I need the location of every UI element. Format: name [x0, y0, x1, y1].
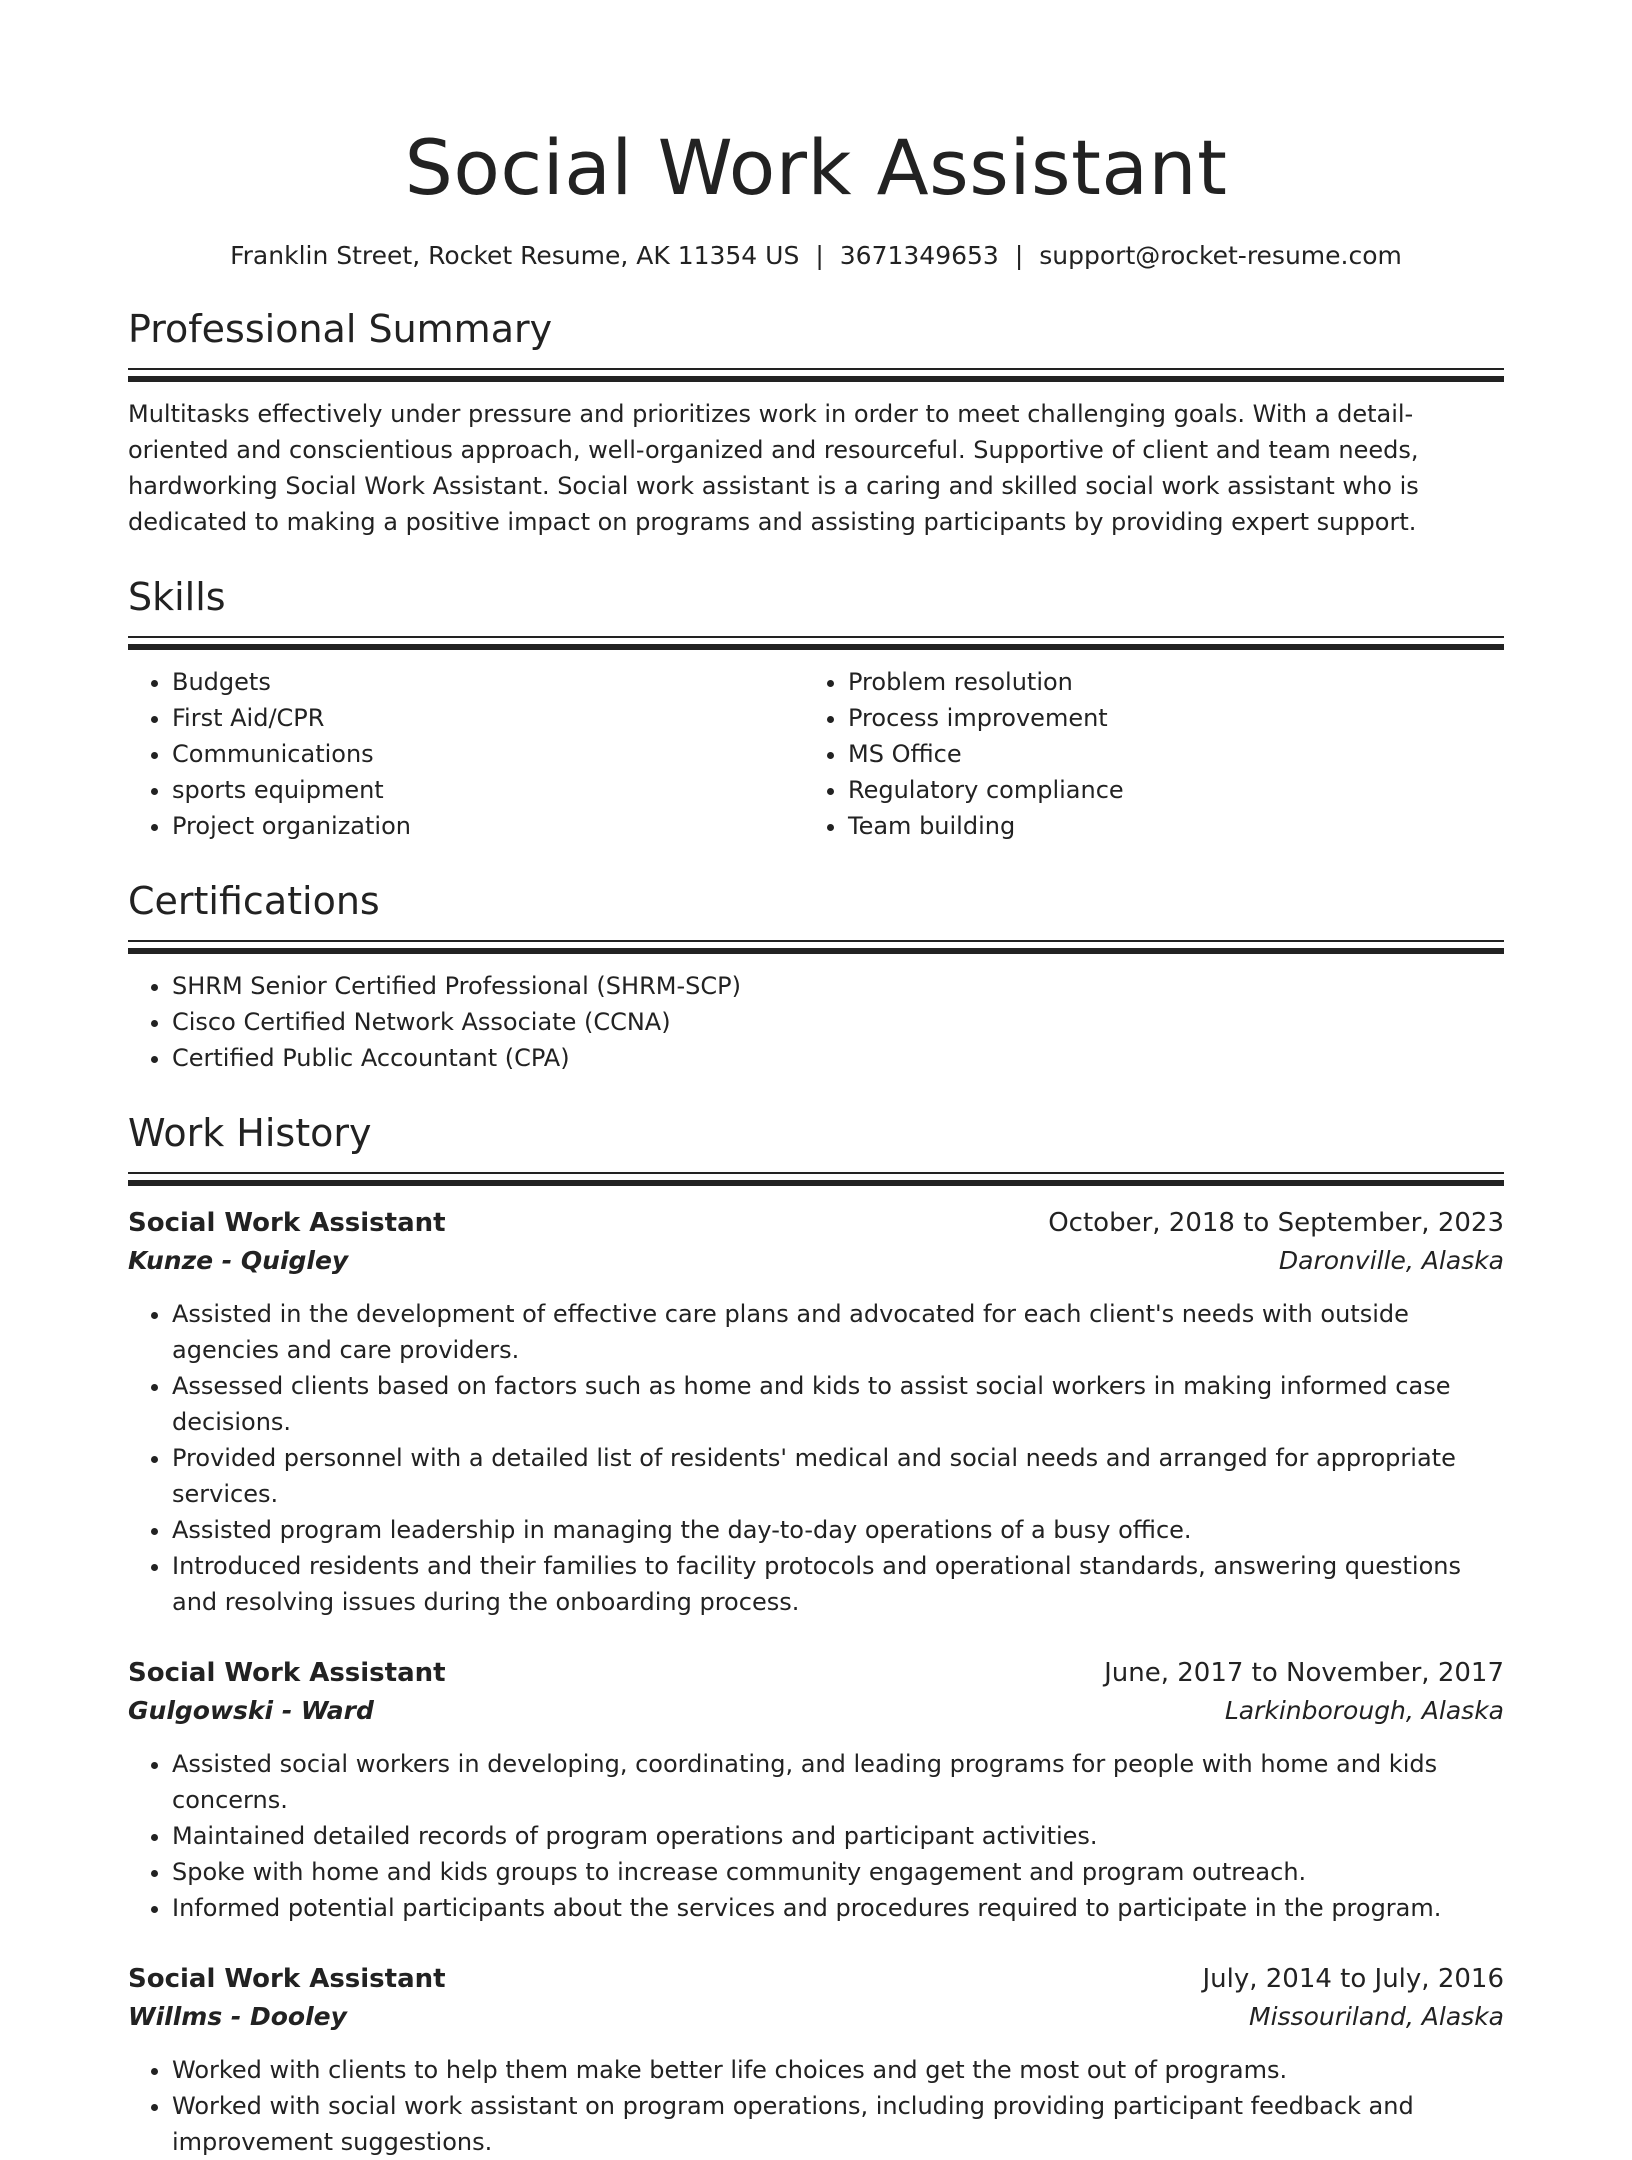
job-dates: October, 2018 to September, 2023: [1048, 1208, 1504, 1238]
summary-text: Multitasks effectively under pressure and prioritizes work in order to meet challenging goals. With a detail-oriented and conscientious approach, well-organized and resourceful. Supportive of client and team needs, hardworking Social Work Assistant. Social work assistant is a caring and skilled social work assistant who is dedicated to making a positive impact on programs and assisting participants by providing expert support.: [128, 400, 1419, 536]
contact-separator: |: [1014, 241, 1024, 270]
certification-item: • SHRM Senior Certified Professional (SHRM-SCP): [172, 968, 1504, 1004]
skill-item: • Process improvement: [848, 700, 1480, 736]
section-heading: Skills: [128, 575, 226, 619]
section-heading: Certifications: [128, 879, 380, 923]
job-dates: June, 2017 to November, 2017: [1104, 1658, 1504, 1688]
contact-line: [128, 240, 1504, 272]
section-divider: [128, 636, 1504, 650]
summary-section: [128, 304, 1504, 540]
job-location: Daronville, Alaska: [1278, 1246, 1504, 1275]
contact-address: Franklin Street, Rocket Resume, AK 11354 US: [230, 241, 800, 270]
skill-item: • Budgets: [172, 664, 804, 700]
skills-grid: [128, 664, 1504, 844]
job-duty-item: • Assessed clients based on factors such as home and kids to assist social workers in making informed case decisions.: [172, 1368, 1504, 1440]
certification-item: • Cisco Certified Network Associate (CCNA): [172, 1004, 1504, 1040]
job-duty-item: • Informed potential participants about the services and procedures required to participate in the program.: [172, 1890, 1504, 1926]
job-title: Social Work Assistant: [128, 1208, 446, 1238]
skill-item: • Communications: [172, 736, 804, 772]
skill-item: • Regulatory compliance: [848, 772, 1480, 808]
resume-title: Social Work Assistant: [404, 123, 1228, 212]
job-duties-list: [128, 2052, 1504, 2160]
skill-item: • sports equipment: [172, 772, 804, 808]
resume-page: [128, 0, 1504, 2160]
skill-item: • Team building: [848, 808, 1480, 844]
contact-separator: |: [815, 241, 824, 270]
job-header-row: [128, 1960, 1504, 1998]
job-duty-item: • Maintained detailed records of program operations and participant activities.: [172, 1818, 1504, 1854]
job-company: Gulgowski - Ward: [128, 1696, 374, 1725]
section-divider: [128, 1172, 1504, 1186]
job-dates: July, 2014 to July, 2016: [1202, 1964, 1504, 1994]
job-header-row: [128, 1204, 1504, 1242]
job-duties-list: [128, 1296, 1504, 1620]
certifications-section: [128, 876, 1504, 1076]
job-duty-item: • Assisted program leadership in managing the day-to-day operations of a busy office.: [172, 1512, 1504, 1548]
job-duty-item: • Assisted in the development of effective care plans and advocated for each client's needs with outside agencies and care providers.: [172, 1296, 1504, 1368]
section-divider: [128, 940, 1504, 954]
job-entry: [128, 1960, 1504, 2160]
skills-right-list: [804, 664, 1480, 844]
job-title: Social Work Assistant: [128, 1964, 446, 1994]
job-duty-item: • Worked with social work assistant on program operations, including providing participant feedback and improvement suggestions.: [172, 2088, 1504, 2160]
section-heading: Work History: [128, 1111, 372, 1155]
job-company: Willms - Dooley: [128, 2002, 347, 2031]
contact-phone: 3671349653: [839, 241, 999, 270]
work-history-section: [128, 1108, 1504, 2160]
job-duty-item: • Worked with clients to help them make better life choices and get the most out of programs.: [172, 2052, 1504, 2088]
job-entry: [128, 1654, 1504, 1926]
job-duty-item: • Spoke with home and kids groups to increase community engagement and program outreach.: [172, 1854, 1504, 1890]
job-company-row: [128, 1242, 1504, 1280]
job-header-row: [128, 1654, 1504, 1692]
job-entry: [128, 1204, 1504, 1620]
section-divider: [128, 368, 1504, 382]
section-heading: Professional Summary: [128, 307, 553, 351]
job-duties-list: [128, 1746, 1504, 1926]
certification-item: • Certified Public Accountant (CPA): [172, 1040, 1504, 1076]
job-duty-item: • Provided personnel with a detailed list of residents' medical and social needs and arranged for appropriate services.: [172, 1440, 1504, 1512]
job-duty-item: • Introduced residents and their families to facility protocols and operational standards, answering questions and resolving issues during the onboarding process.: [172, 1548, 1504, 1620]
skills-section: [128, 572, 1504, 844]
job-company-row: [128, 1998, 1504, 2036]
job-duty-item: • Assisted social workers in developing, coordinating, and leading programs for people with home and kids concerns.: [172, 1746, 1504, 1818]
skill-item: • MS Office: [848, 736, 1480, 772]
job-company: Kunze - Quigley: [128, 1246, 349, 1275]
contact-email: support@rocket-resume.com: [1039, 241, 1402, 270]
job-location: Missouriland, Alaska: [1249, 2002, 1504, 2031]
job-title: Social Work Assistant: [128, 1658, 446, 1688]
certifications-list: [128, 968, 1504, 1076]
skill-item: • First Aid/CPR: [172, 700, 804, 736]
job-company-row: [128, 1692, 1504, 1730]
job-location: Larkinborough, Alaska: [1224, 1696, 1504, 1725]
skill-item: • Project organization: [172, 808, 804, 844]
skill-item: • Problem resolution: [848, 664, 1480, 700]
skills-left-list: [128, 664, 804, 844]
